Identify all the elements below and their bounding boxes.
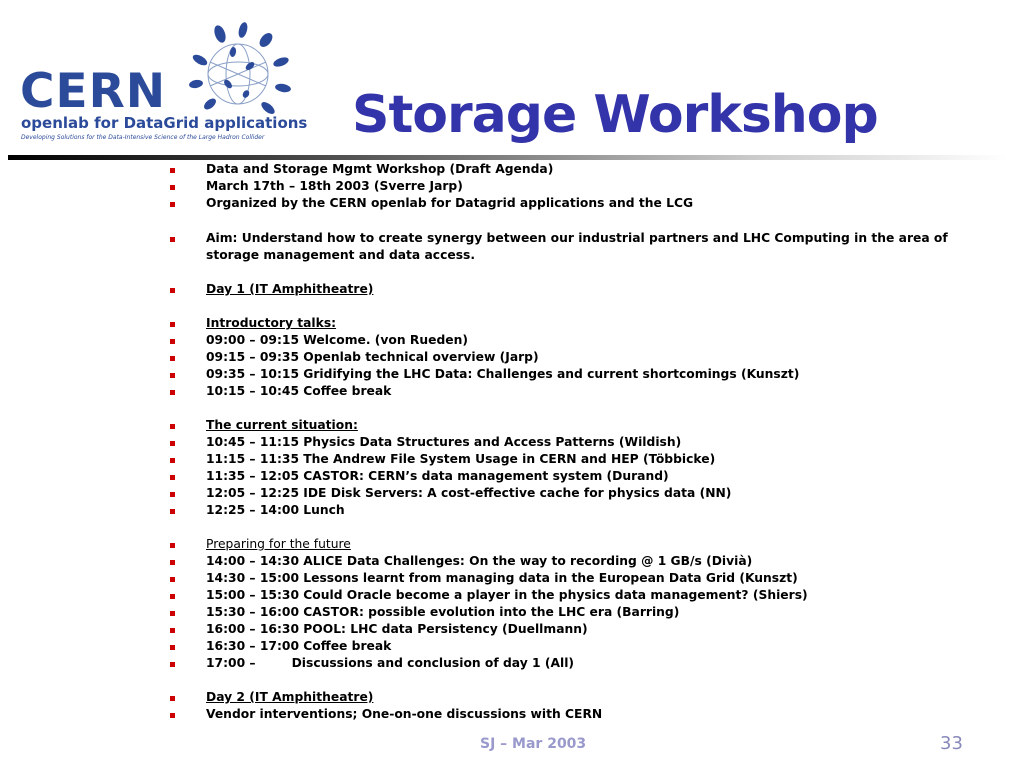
title-divider — [8, 155, 1008, 160]
list-item: 16:00 – 16:30 POOL: LHC data Persistency (Duellmann) — [168, 621, 988, 638]
discussion-text: Discussions and conclusion of day 1 (All) — [291, 656, 575, 670]
discussion-time: 17:00 – — [206, 656, 256, 670]
footer-author-date: SJ – Mar 2003 — [480, 736, 587, 752]
current-situation-heading: The current situation: — [206, 418, 358, 432]
list-item: 09:35 – 10:15 Gridifying the LHC Data: Challenges and current shortcomings (Kunszt) — [168, 366, 988, 383]
intro-heading: Introductory talks: — [206, 316, 337, 330]
list-item-discussions — [168, 655, 988, 672]
list-item: 15:00 – 15:30 Could Oracle become a player in the physics data management? (Shiers) — [168, 587, 988, 604]
page-number: 33 — [940, 733, 963, 754]
list-item-current-heading — [168, 417, 988, 434]
list-item: 10:45 – 11:15 Physics Data Structures and Access Patterns (Wildish) — [168, 434, 988, 451]
cern-openlab-logo — [18, 18, 308, 148]
list-item-aim: Aim: Understand how to create synergy between our industrial partners and LHC Computing in the area of storage management and data access. — [168, 230, 988, 264]
list-item: Organized by the CERN openlab for Datagrid applications and the LCG — [168, 195, 988, 212]
list-item: 12:25 – 14:00 Lunch — [168, 502, 988, 519]
list-item-day2-heading — [168, 689, 988, 706]
list-item: 11:15 – 11:35 The Andrew File System Usage in CERN and HEP (Többicke) — [168, 451, 988, 468]
list-item: 12:05 – 12:25 IDE Disk Servers: A cost-effective cache for physics data (NN) — [168, 485, 988, 502]
cern-logo-mark-icon — [188, 22, 293, 120]
day2-heading: Day 2 (IT Amphitheatre) — [206, 690, 374, 704]
slide-title: Storage Workshop — [352, 85, 878, 145]
list-item: 14:30 – 15:00 Lessons learnt from managing data in the European Data Grid (Kunszt) — [168, 570, 988, 587]
list-item-day1-heading — [168, 281, 988, 298]
list-item: 10:15 – 10:45 Coffee break — [168, 383, 988, 400]
day1-heading: Day 1 (IT Amphitheatre) — [206, 282, 374, 296]
agenda-list — [168, 161, 988, 723]
list-item-future-heading — [168, 536, 988, 553]
logo-cern-wordmark: CERN — [20, 64, 167, 119]
list-item: 09:15 – 09:35 Openlab technical overview (Jarp) — [168, 349, 988, 366]
logo-subtitle: openlab for DataGrid applications — [21, 114, 308, 132]
list-item: 11:35 – 12:05 CASTOR: CERN’s data management system (Durand) — [168, 468, 988, 485]
list-item: 15:30 – 16:00 CASTOR: possible evolution into the LHC era (Barring) — [168, 604, 988, 621]
list-item: Data and Storage Mgmt Workshop (Draft Agenda) — [168, 161, 988, 178]
list-item: 09:00 – 09:15 Welcome. (von Rueden) — [168, 332, 988, 349]
list-item: March 17th – 18th 2003 (Sverre Jarp) — [168, 178, 988, 195]
list-item-intro-heading — [168, 315, 988, 332]
list-item: 16:30 – 17:00 Coffee break — [168, 638, 988, 655]
logo-tagline: Developing Solutions for the Data-Intensive Science of the Large Hadron Collider — [21, 134, 265, 141]
list-item: Vendor interventions; One-on-one discussions with CERN — [168, 706, 988, 723]
list-item: 14:00 – 14:30 ALICE Data Challenges: On the way to recording @ 1 GB/s (Divià) — [168, 553, 988, 570]
future-heading: Preparing for the future — [206, 537, 351, 551]
